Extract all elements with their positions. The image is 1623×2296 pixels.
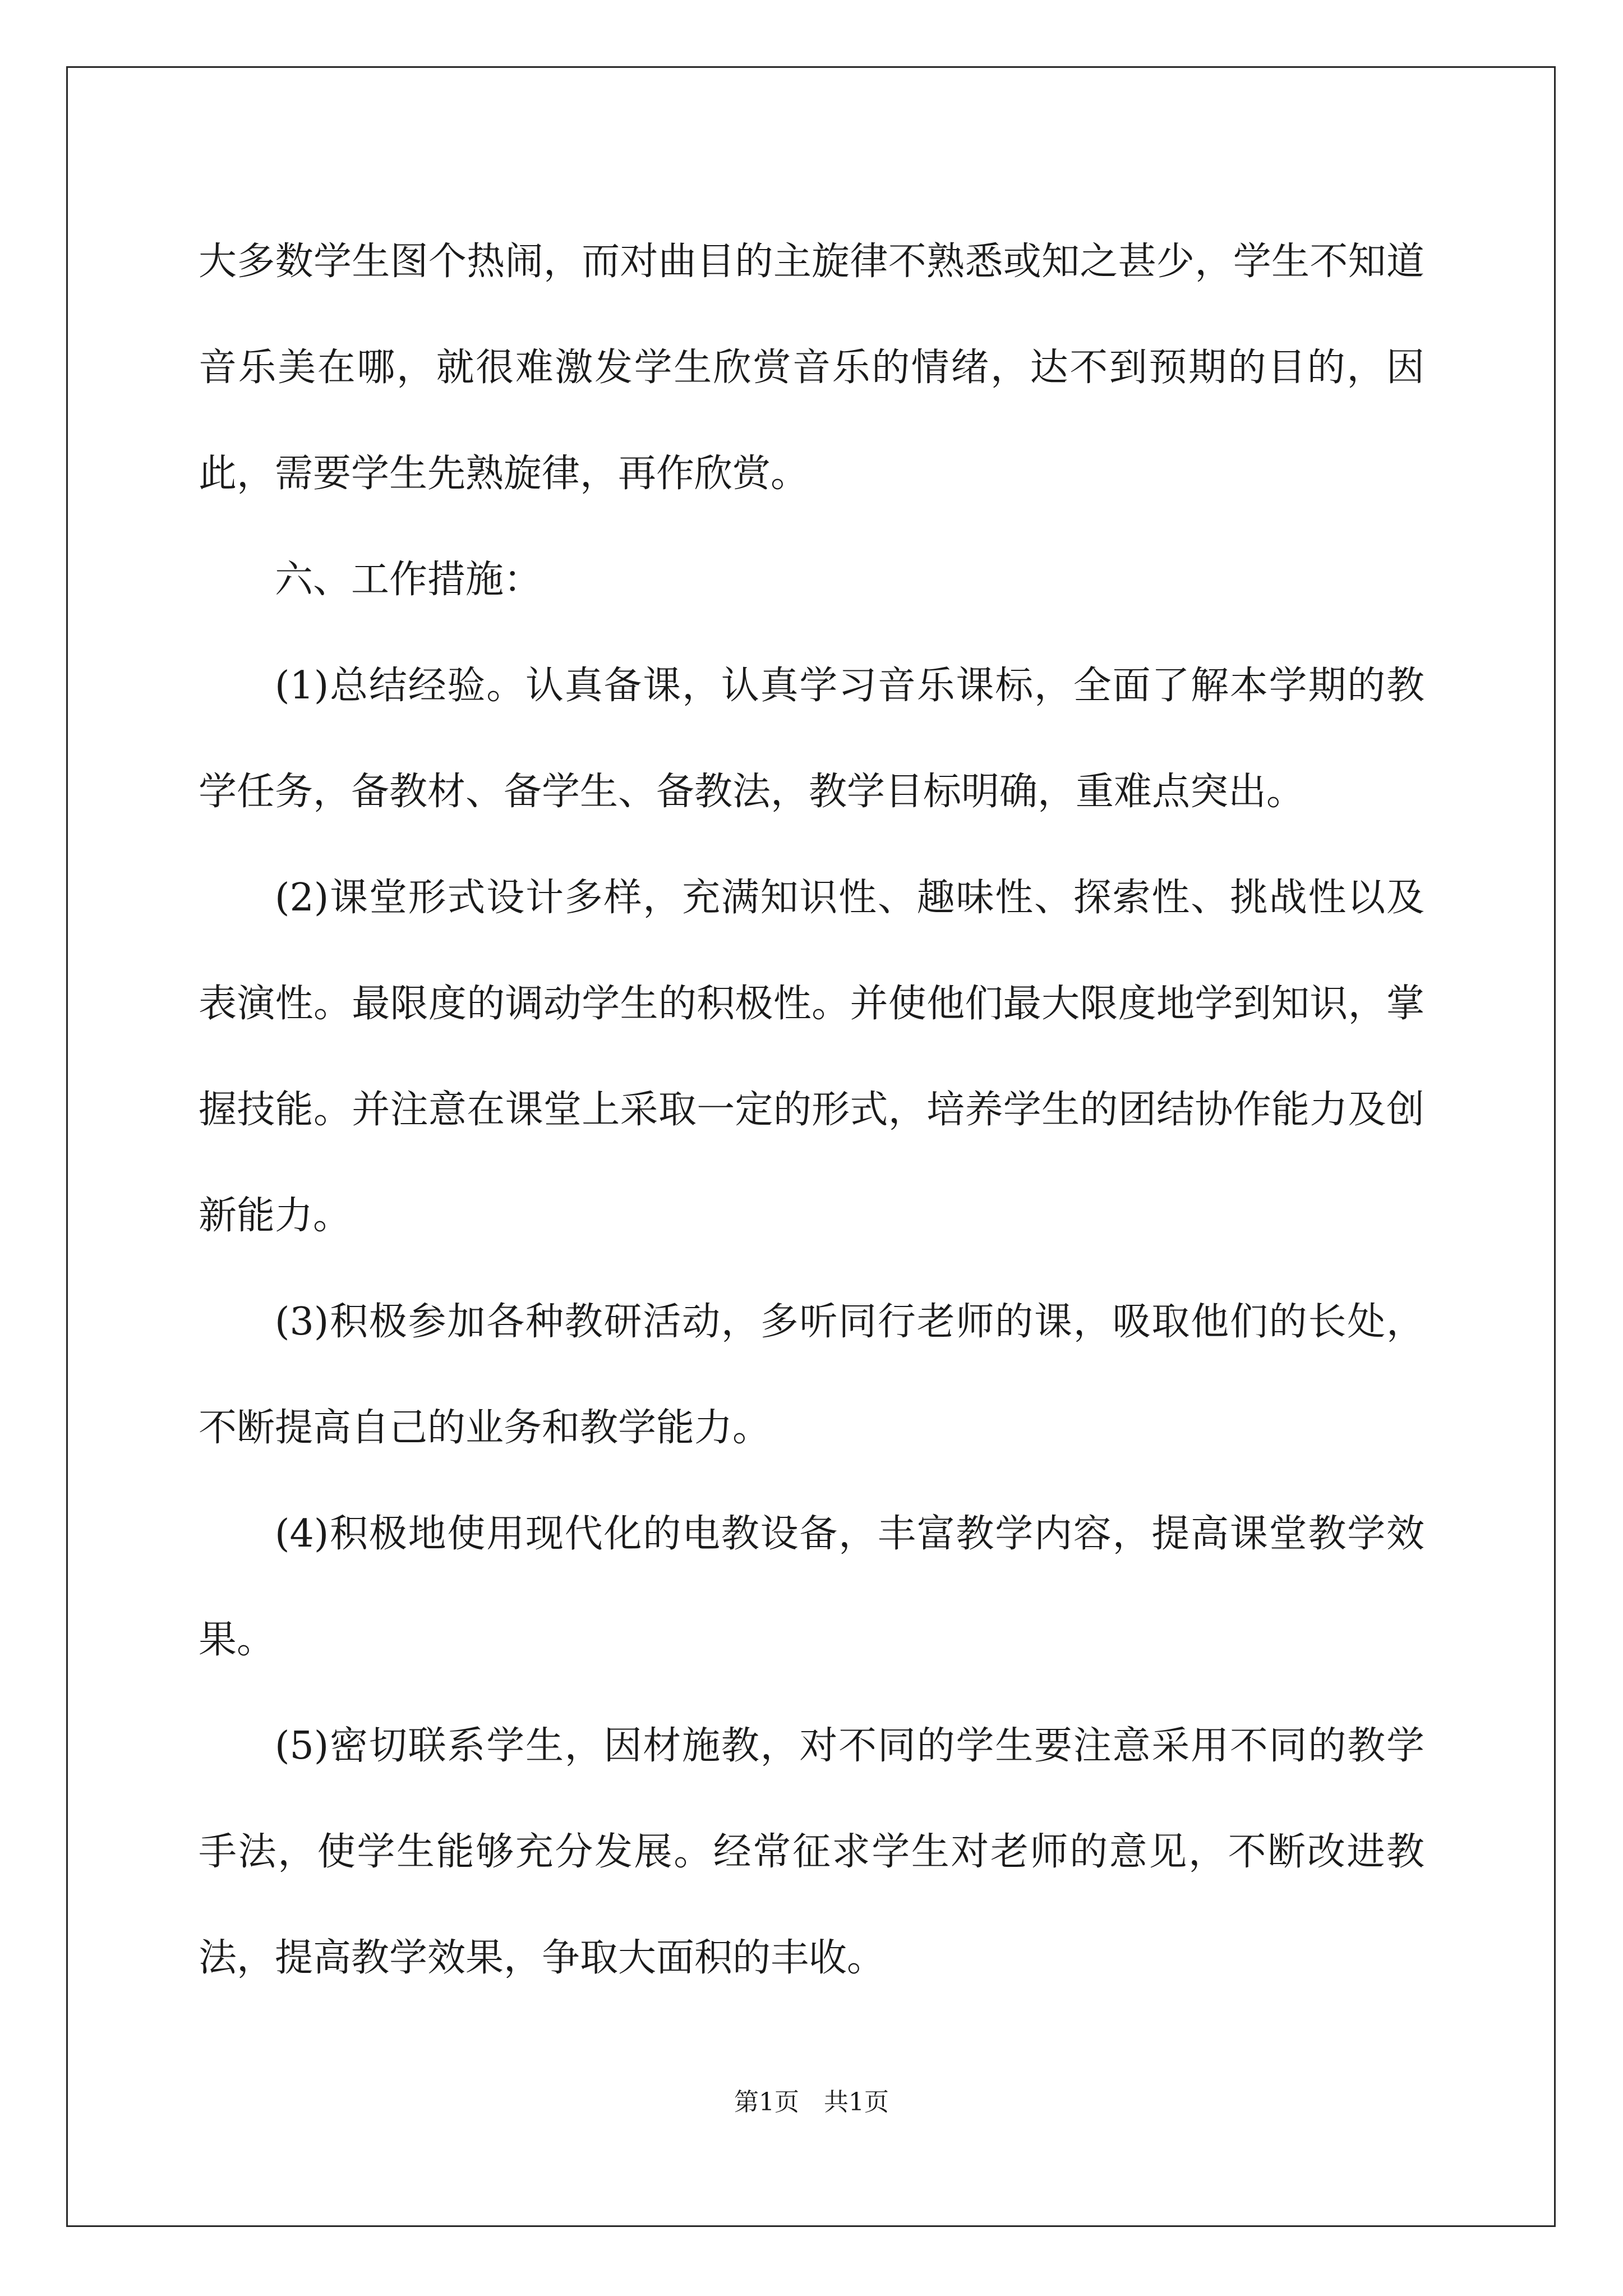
measure-item-4: (4)积极地使用现代化的电教设备，丰富教学内容，提高课堂教学效果。 — [199, 1512, 1424, 1662]
section-heading-work-measures: 六、工作措施： — [275, 558, 542, 602]
measure-item-5: (5)密切联系学生，因材施教，对不同的学生要注意采用不同的教学手法，使学生能够充分发展。经常征求学生对老师的意见，不断改进教法，提高教学效果，争取大面积的丰收。 — [199, 1724, 1424, 1980]
measure-item-1: (1)总结经验。认真备课，认真学习音乐课标，全面了解本学期的教学任务，备教材、备学生、备教法，教学目标明确，重难点突出。 — [199, 664, 1424, 814]
document-body — [199, 209, 1424, 2011]
paragraph-continuation: 大多数学生图个热闹，而对曲目的主旋律不熟悉或知之甚少，学生不知道音乐美在哪，就很难激发学生欣赏音乐的情绪，达不到预期的目的，因此，需要学生先熟旋律，再作欣赏。 — [199, 240, 1424, 496]
measure-item-2: (2)课堂形式设计多样，充满知识性、趣味性、探索性、挑战性以及表演性。最限度的调动学生的积极性。并使他们最大限度地学到知识，掌握技能。并注意在课堂上采取一定的形式，培养学生的团结协作能力及创新能力。 — [199, 876, 1424, 1238]
measure-item-3: (3)积极参加各种教研活动，多听同行老师的课，吸取他们的长处，不断提高自己的业务和教学能力。 — [199, 1300, 1424, 1450]
page-number-footer: 第1页 共1页 — [734, 2088, 889, 2116]
